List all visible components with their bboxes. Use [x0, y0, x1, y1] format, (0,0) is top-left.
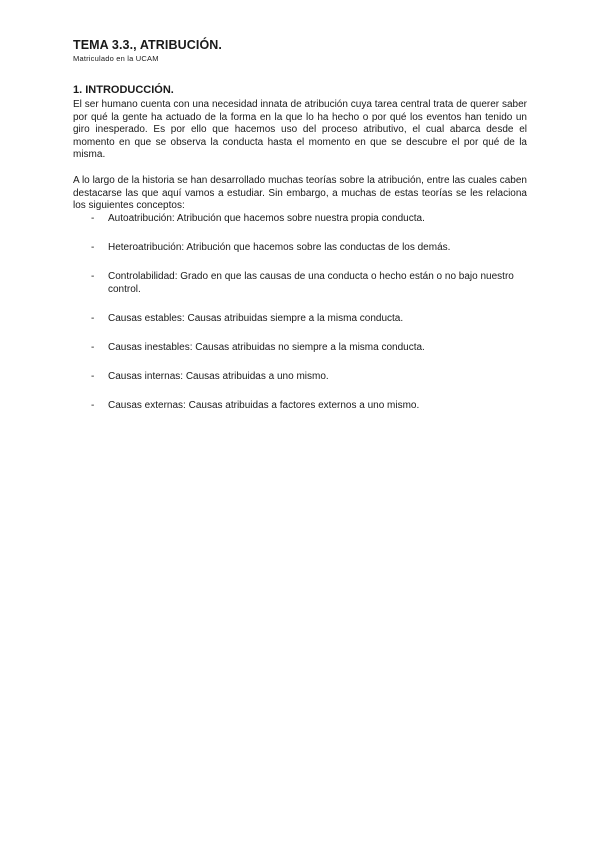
list-dash: - — [91, 312, 95, 324]
list-item-text: Controlabilidad: Grado en que las causas de una conducta o hecho están o no bajo nuestro control. — [108, 271, 514, 295]
list-dash: - — [91, 241, 95, 253]
list-item — [73, 400, 527, 413]
list-item — [73, 271, 527, 296]
concept-list — [73, 213, 527, 413]
list-item-text: Causas estables: Causas atribuidas siempre a la misma conducta. — [108, 312, 404, 324]
theories-paragraph: A lo largo de la historia se han desarrollado muchas teorías sobre la atribución, entre las cuales caben destacarse las que aquí vamos a estudiar. Sin embargo, a muchas de estas teorías se les relaciona los siguientes conceptos: — [73, 174, 527, 212]
list-item-text: Autoatribución: Atribución que hacemos sobre nuestra propia conducta. — [108, 212, 425, 224]
page-subtitle: Matriculado en la UCAM — [73, 54, 159, 63]
list-item-text: Causas inestables: Causas atribuidas no siempre a la misma conducta. — [108, 342, 425, 354]
intro-paragraph: El ser humano cuenta con una necesidad innata de atribución cuya tarea central trata de querer saber por qué la gente ha actuado de la forma en la que lo ha hecho o por qué los eventos han tenido un giro inesperado. Es por ello que hacemos uso del proceso atributivo, el cual abarca desde el momento en que se observa la conducta hasta el momento en que se descubre el por qué de la misma. — [73, 99, 527, 161]
list-item — [73, 313, 527, 326]
page-title: TEMA 3.3., ATRIBUCIÓN. — [73, 38, 222, 52]
list-item — [73, 371, 527, 384]
list-item-text: Causas internas: Causas atribuidas a uno mismo. — [108, 371, 329, 383]
section-heading: 1. INTRODUCCIÓN. — [73, 84, 174, 96]
list-dash: - — [91, 271, 95, 283]
list-item — [73, 242, 527, 255]
list-item — [73, 213, 527, 226]
list-item — [73, 342, 527, 355]
document-page — [73, 38, 527, 430]
list-dash: - — [91, 400, 95, 412]
list-dash: - — [91, 371, 95, 383]
list-dash: - — [91, 212, 95, 224]
list-dash: - — [91, 342, 95, 354]
list-item-text: Causas externas: Causas atribuidas a factores externos a uno mismo. — [108, 400, 420, 412]
list-item-text: Heteroatribución: Atribución que hacemos sobre las conductas de los demás. — [108, 241, 451, 253]
